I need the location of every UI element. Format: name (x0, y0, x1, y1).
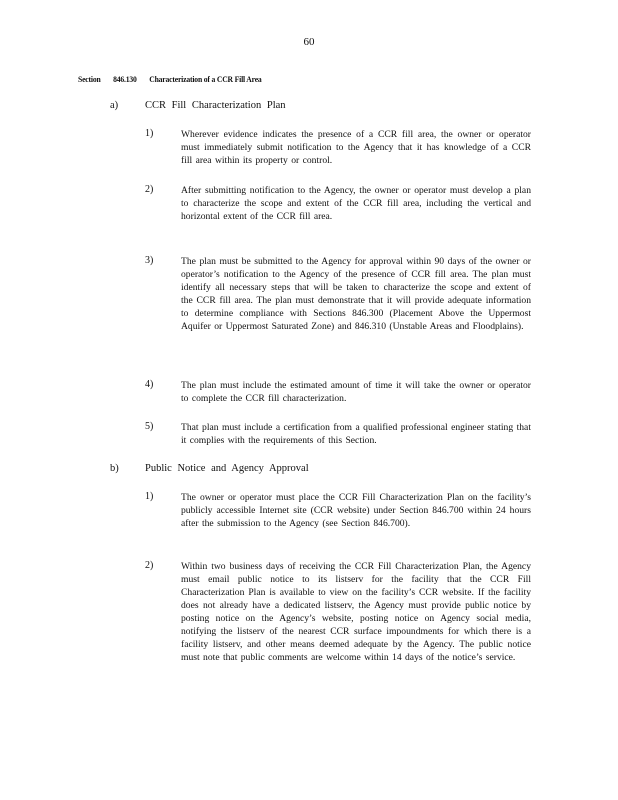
item-a1-text: Wherever evidence indicates the presence of a CCR fill area, the owner or operator must immediately submit notification to the Agency that it has knowledge of a CCR fill area within its property or control. (181, 129, 531, 166)
page-number: 60 (303, 36, 315, 48)
subsection-b-title: Public Notice and Agency Approval (145, 463, 309, 474)
item-b1-number: 1) (145, 491, 154, 502)
item-a2-number: 2) (145, 184, 154, 195)
item-a1-number: 1) (145, 128, 154, 139)
item-a4-text: The plan must include the estimated amount of time it will take the owner or operator to complete the CCR fill characterization. (181, 380, 531, 404)
item-a3-text: The plan must be submitted to the Agency for approval within 90 days of the owner or operator’s notification to the Agency of the presence of CCR fill area. The plan must identify all necessary steps that will be taken to characterize the scope and extent of the CCR fill area. The plan must demonstrate that it will provide adequate information to determine compliance with Sections 846.300 (Placement Above the Uppermost Aquifer or Uppermost Saturated Zone) and 846.310 (Unstable Areas and Floodplains). (181, 256, 531, 332)
section-label: Section (78, 74, 101, 84)
subsection-a-title: CCR Fill Characterization Plan (145, 100, 286, 111)
item-a5-text: That plan must include a certification from a qualified professional engineer stating that it complies with the requirements of this Section. (181, 422, 531, 446)
subsection-b-letter: b) (110, 463, 119, 474)
section-heading (78, 74, 272, 84)
item-b2-number: 2) (145, 560, 154, 571)
item-a5-number: 5) (145, 421, 154, 432)
item-a3-number: 3) (145, 255, 154, 266)
subsection-a-letter: a) (110, 100, 119, 111)
section-title: Characterization of a CCR Fill Area (149, 74, 262, 84)
item-a4-number: 4) (145, 379, 154, 390)
item-b1-text: The owner or operator must place the CCR Fill Characterization Plan on the facility’s publicly accessible Internet site (CCR website) under Section 846.700 within 24 hours after the submission to the Agency (see Section 846.700). (181, 492, 531, 529)
item-a2-text: After submitting notification to the Agency, the owner or operator must develop a plan to characterize the scope and extent of the CCR fill area, including the vertical and horizontal extent of the CCR fill area. (181, 185, 531, 222)
section-number: 846.130 (113, 74, 137, 84)
item-b2-text: Within two business days of receiving the CCR Fill Characterization Plan, the Agency must email public notice to its listserv for the facility that the CCR Fill Characterization Plan is available to view on the facility’s CCR website. If the facility does not already have a dedicated listserv, the Agency must provide public notice by posting notice on the Agency’s website, posting notice on Agency social media, notifying the listserv of the nearest CCR surface impoundments for which there is a facility listserv, and other means deemed adequate by the Agency. The public notice must note that public comments are welcome within 14 days of the notice’s service. (181, 561, 531, 663)
